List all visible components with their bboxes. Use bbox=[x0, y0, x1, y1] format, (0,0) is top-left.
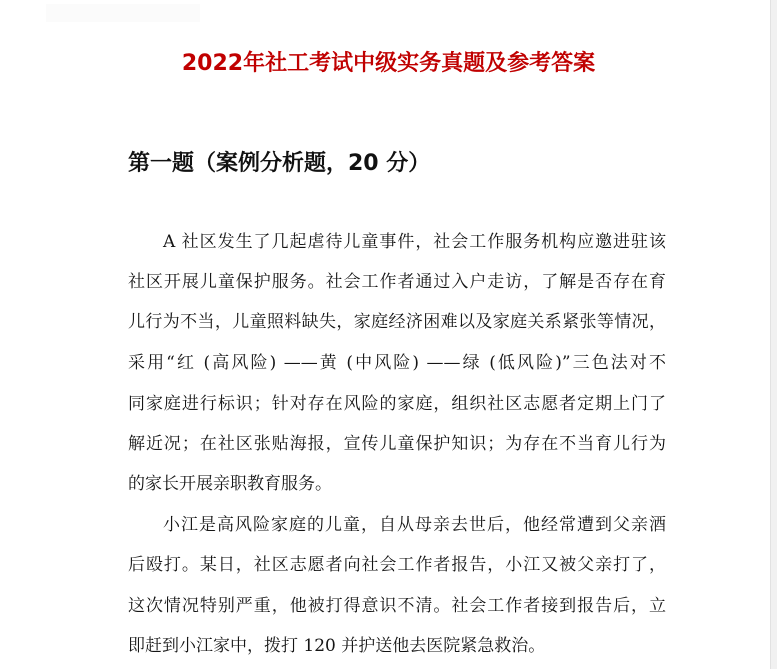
document-title: 2022年社工考试中级实务真题及参考答案 bbox=[181, 51, 596, 76]
paragraph-line: 这次情况特别严重，他被打得意识不清。社会工作者接到报告后，立 bbox=[128, 596, 666, 616]
paragraph-line: A 社区发生了几起虐待儿童事件，社会工作服务机构应邀进驻该 bbox=[163, 232, 666, 252]
paragraph-line: 同家庭进行标识；针对存在风险的家庭，组织社区志愿者定期上门了 bbox=[128, 394, 666, 414]
paragraph-line: 解近况；在社区张贴海报，宣传儿童保护知识；为存在不当育儿行为 bbox=[128, 434, 666, 454]
paragraph-line: 的家长开展亲职教育服务。 bbox=[128, 474, 332, 494]
section-heading: 第一题（案例分析题，20 分） bbox=[128, 151, 431, 176]
page-corner-mark bbox=[46, 4, 200, 22]
paragraph-line: 儿行为不当，儿童照料缺失，家庭经济困难以及家庭关系紧张等情况， bbox=[128, 312, 666, 332]
paragraph-line: 即赶到小江家中，拨打 120 并护送他去医院紧急救治。 bbox=[128, 636, 546, 656]
page-edge bbox=[770, 0, 777, 669]
paragraph-line: 后殴打。某日，社区志愿者向社会工作者报告，小江又被父亲打了， bbox=[128, 555, 666, 575]
paragraph-line: 社区开展儿童保护服务。社会工作者通过入户走访，了解是否存在育 bbox=[128, 272, 666, 292]
paragraph-line: 采用“红 (高风险) ——黄 (中风险) ——绿 (低风险)”三色法对不 bbox=[128, 353, 666, 373]
paragraph-line: 小江是高风险家庭的儿童，自从母亲去世后，他经常遭到父亲酒 bbox=[163, 515, 666, 535]
